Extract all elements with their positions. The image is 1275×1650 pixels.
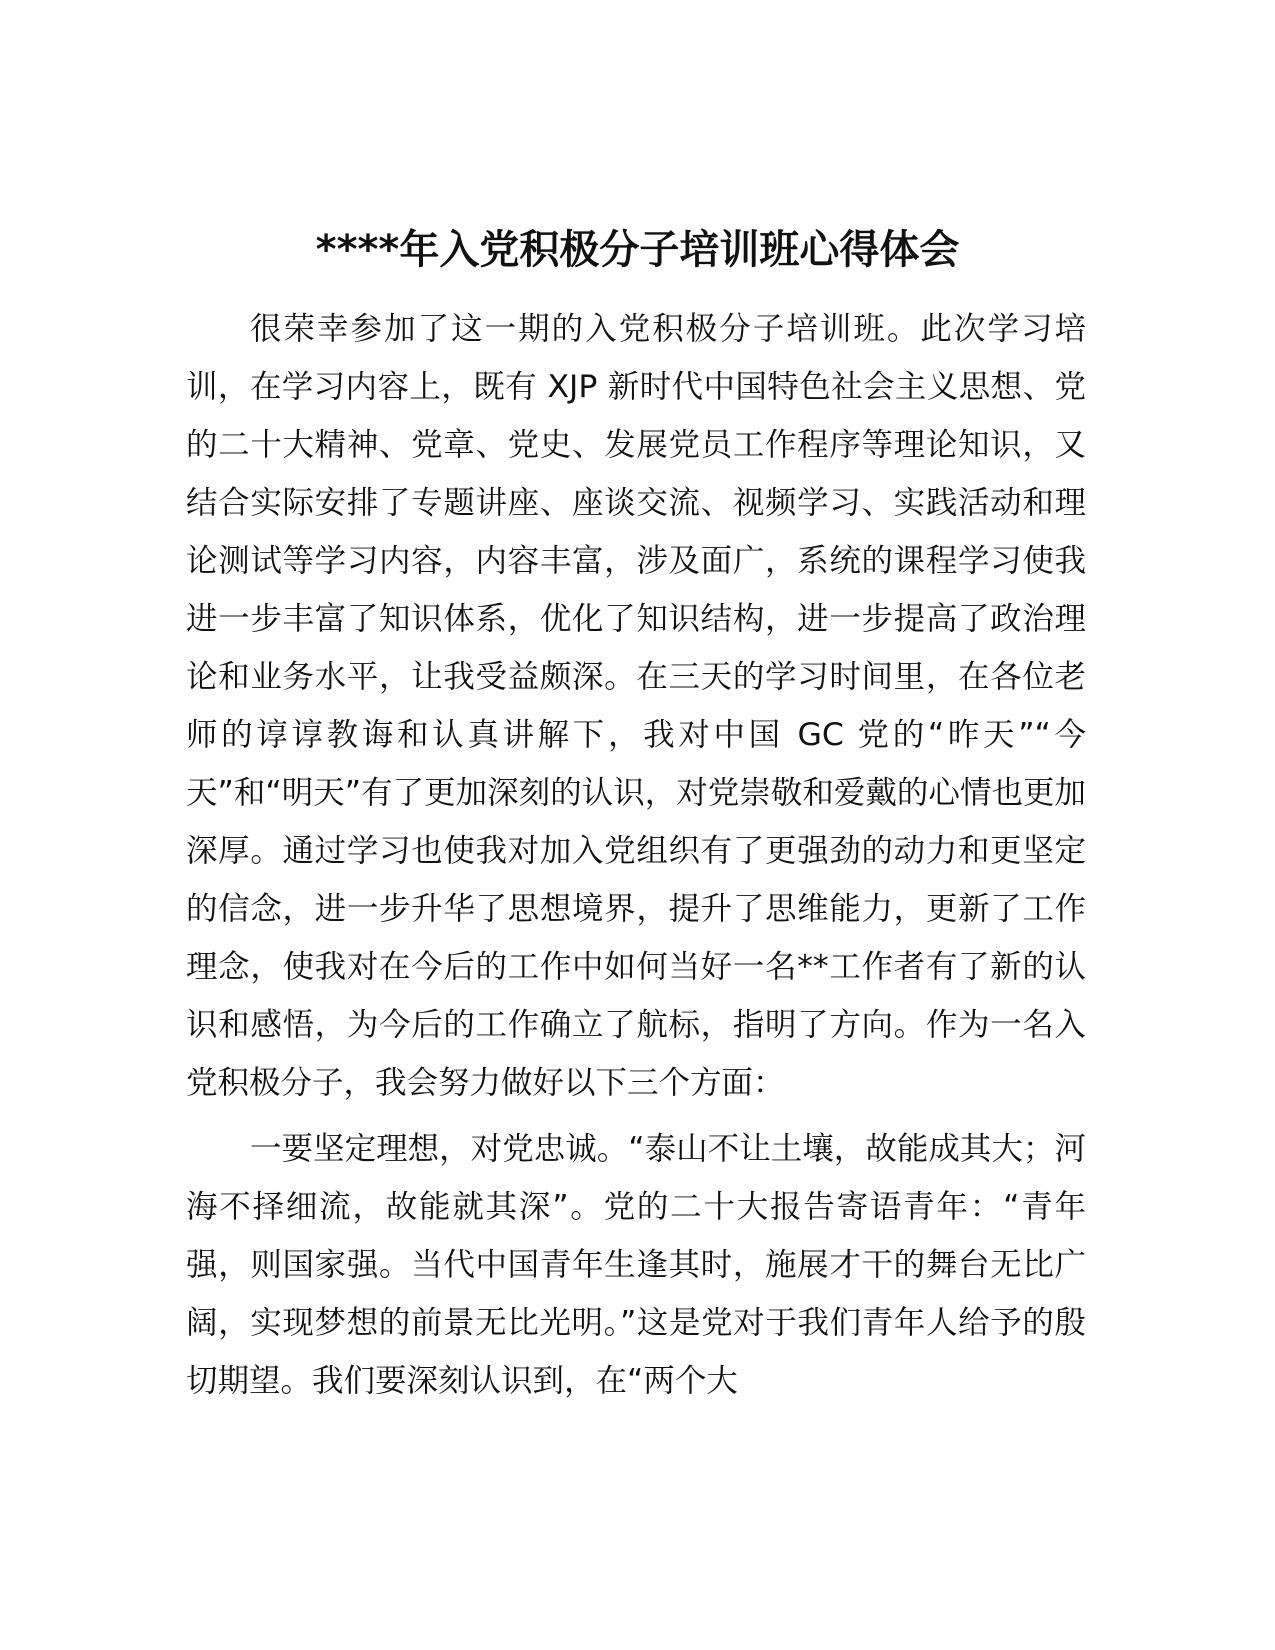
document-title: ****年入党积极分子培训班心得体会	[315, 227, 960, 273]
paragraph-2: 一要坚定理想，对党忠诚。“泰山不让土壤，故能成其大；河海不择细流，故能就其深”。党的二十大报告寄语青年：“青年强，则国家强。当代中国青年生逢其时，施展才干的舞台无比广阔，实现梦想的前景无比光明。”这是党对于我们青年人给予的殷切期望。我们要深刻认识到，在“两个大	[186, 1131, 1086, 1399]
document-body	[186, 300, 1086, 1418]
paragraph-1: 很荣幸参加了这一期的入党积极分子培训班。此次学习培训，在学习内容上，既有 XJP 新时代中国特色社会主义思想、党的二十大精神、党章、党史、发展党员工作程序等理论知识，又结合实际安排了专题讲座、座谈交流、视频学习、实践活动和理论测试等学习内容，内容丰富，涉及面广，系统的课程学习使我进一步丰富了知识体系，优化了知识结构，进一步提高了政治理论和业务水平，让我受益颇深。在三天的学习时间里，在各位老师的谆谆教诲和认真讲解下，我对中国 GC 党的“昨天”“今天”和“明天”有了更加深刻的认识，对党崇敬和爱戴的心情也更加深厚。通过学习也使我对加入党组织有了更强劲的动力和更坚定的信念，进一步升华了思想境界，提升了思维能力，更新了工作理念，使我对在今后的工作中如何当好一名**工作者有了新的认识和感悟，为今后的工作确立了航标，指明了方向。作为一名入党积极分子，我会努力做好以下三个方面：	[186, 311, 1086, 1101]
